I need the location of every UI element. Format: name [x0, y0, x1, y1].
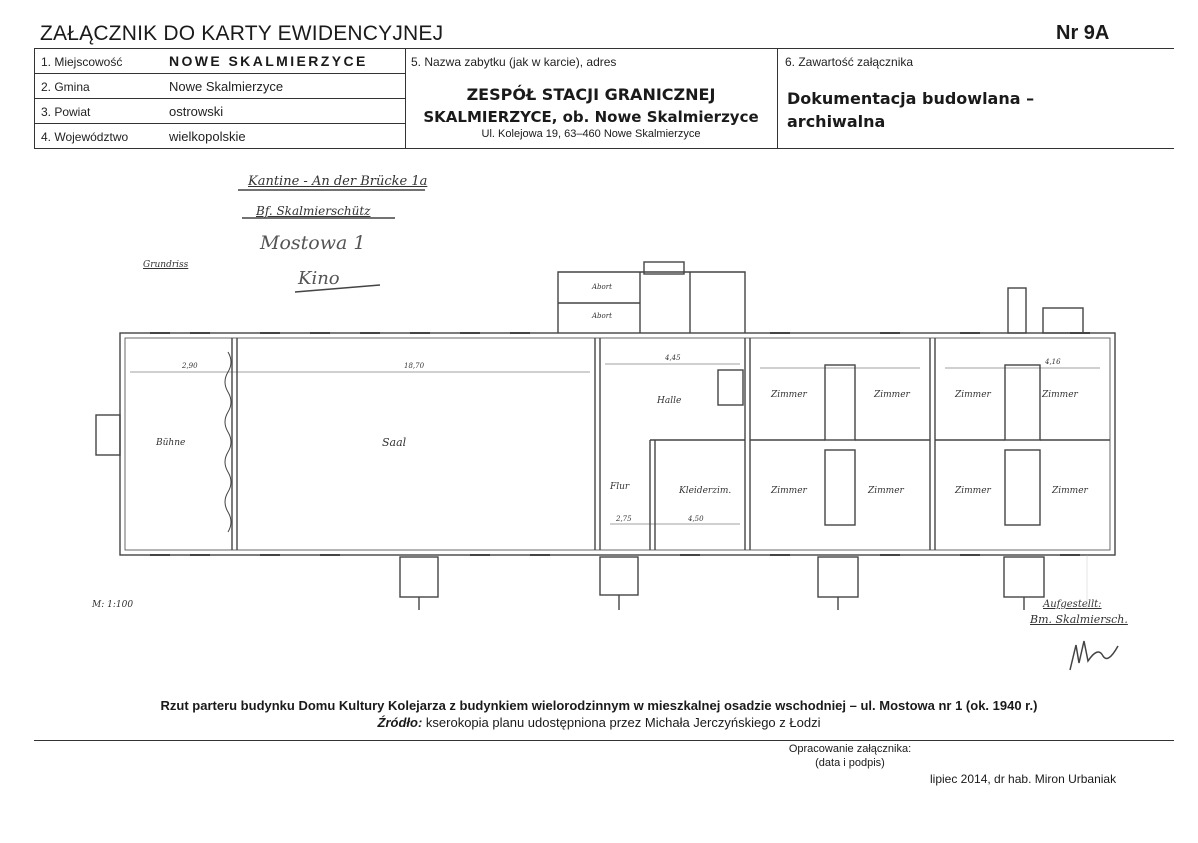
- dim-1: 2,90: [182, 362, 198, 370]
- handwritten-title-1: Kantine - An der Brücke 1a: [248, 174, 428, 189]
- monument-label: 5. Nazwa zabytku (jak w karcie), adres: [411, 55, 617, 69]
- room-zimmer-1: Zimmer: [771, 390, 807, 400]
- scale-label: M: 1:100: [92, 600, 134, 610]
- plan-source: [0, 715, 1198, 730]
- source-label: Źródło:: [377, 715, 423, 730]
- field-label-gmina: 2. Gmina: [41, 80, 90, 94]
- room-zimmer-7: Zimmer: [955, 486, 991, 496]
- attachment-line1: Dokumentacja budowlana –: [787, 89, 1035, 108]
- field-label-wojewodztwo: 4. Województwo: [41, 130, 129, 144]
- plan-caption: Rzut parteru budynku Domu Kultury Kolejarza z budynkiem wielorodzinnym w mieszkalnej osadzie wschodniej – ul. Mostowa nr 1 (ok. 1940 r.): [160, 698, 1038, 713]
- room-zimmer-4: Zimmer: [1042, 390, 1078, 400]
- handwritten-title-2: Bf. Skalmierschütz: [256, 204, 371, 218]
- field-value-gmina: Nowe Skalmierzyce: [169, 79, 284, 94]
- field-value-powiat: ostrowski: [169, 104, 224, 119]
- handwritten-note-1: Mostowa 1: [260, 232, 366, 254]
- source-text: kserokopia planu udostępniona przez Michała Jerczyńskiego z Łodzi: [422, 715, 821, 730]
- room-abort-1: Abort: [592, 283, 612, 291]
- date-author: lipiec 2014, dr hab. Miron Urbaniak: [930, 772, 1117, 786]
- handwritten-note-2: Kino: [298, 268, 340, 289]
- dim-5: 2,75: [616, 515, 632, 523]
- room-zimmer-6: Zimmer: [868, 486, 904, 496]
- field-value-wojewodztwo: wielkopolskie: [169, 129, 246, 144]
- document-number: Nr 9A: [1056, 22, 1110, 44]
- monument-address: Ul. Kolejowa 19, 63–460 Nowe Skalmierzyce: [481, 128, 701, 140]
- room-zimmer-8: Zimmer: [1052, 486, 1088, 496]
- room-zimmer-3: Zimmer: [955, 390, 991, 400]
- prepared-sub: (data i podpis): [815, 757, 885, 769]
- field-value-miejscowosc: NOWE SKALMIERZYCE: [169, 53, 368, 69]
- attachment-line2: archiwalna: [787, 112, 886, 131]
- monument-name-line2: SKALMIERZYCE, ob. Nowe Skalmierzyce: [423, 108, 759, 126]
- dim-6: 4,16: [1045, 358, 1061, 366]
- attachment-label: 6. Zawartość załącznika: [785, 55, 914, 69]
- author-label-2: Bm. Skalmiersch.: [1030, 613, 1128, 626]
- footer-rule: [34, 740, 1174, 741]
- dim-4: 4,50: [688, 515, 704, 523]
- grundriss-label: Grundriss: [143, 260, 189, 270]
- document-title: ZAŁĄCZNIK DO KARTY EWIDENCYJNEJ: [40, 22, 444, 45]
- prepared-label: Opracowanie załącznika:: [788, 743, 912, 755]
- room-flur: Flur: [610, 482, 630, 492]
- dim-3: 4,45: [665, 354, 681, 362]
- author-label-1: Aufgestellt:: [1043, 599, 1102, 610]
- room-abort-2: Abort: [592, 312, 612, 320]
- room-saal: Saal: [382, 436, 407, 449]
- field-label-powiat: 3. Powiat: [41, 105, 91, 119]
- room-buhne: Bühne: [156, 438, 186, 448]
- monument-name-line1: ZESPÓŁ STACJI GRANICZNEJ: [466, 85, 716, 104]
- dim-2: 18,70: [404, 362, 425, 370]
- room-zimmer-5: Zimmer: [771, 486, 807, 496]
- room-halle: Halle: [657, 396, 682, 406]
- room-kleider: Kleiderzim.: [679, 486, 732, 496]
- field-label-miejscowosc: 1. Miejscowość: [41, 55, 123, 69]
- room-zimmer-2: Zimmer: [874, 390, 910, 400]
